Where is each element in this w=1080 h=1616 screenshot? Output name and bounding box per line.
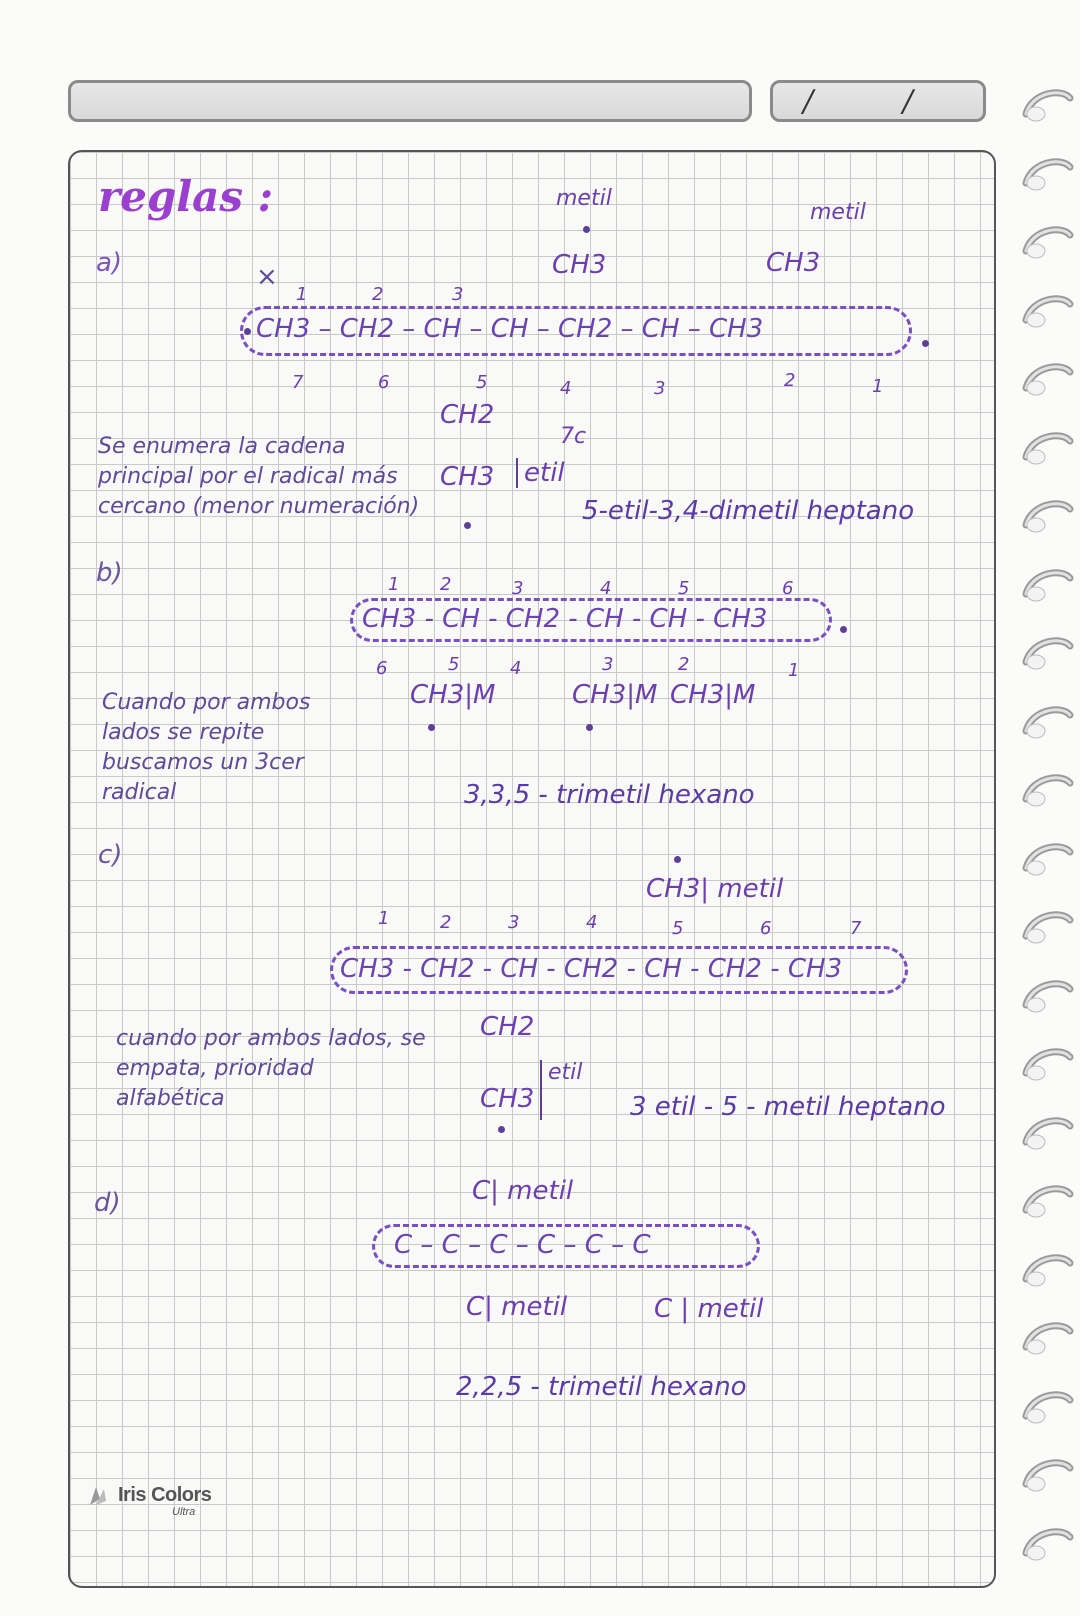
spiral-ring [1022, 701, 1074, 741]
brand-sub: Ultra [172, 1506, 196, 1518]
ethyl-a-top: CH2 [440, 400, 495, 430]
spiral-ring [1022, 358, 1074, 398]
answer-d: 2,2,5 - trimetil hexano [456, 1372, 747, 1402]
spiral-ring [1022, 1317, 1074, 1357]
num-b-top-1: 1 [388, 574, 400, 595]
section-a-label: a) [96, 248, 123, 278]
spiral-ring [1022, 84, 1074, 124]
num-c-top-4: 4 [586, 912, 598, 933]
num-a-top-3: 3 [452, 284, 464, 305]
spiral-ring [1022, 906, 1074, 946]
num-a-bottom-3: 3 [654, 378, 666, 399]
num-a-bottom-4: 4 [560, 378, 572, 399]
note-b: Cuando por ambos lados se repite buscamos un 3cer radical [102, 690, 311, 805]
sub2-name: metil [810, 200, 866, 225]
num-b-bottom-6: 6 [376, 658, 388, 679]
section-d-label: d) [94, 1188, 121, 1218]
sub1-name: metil [556, 186, 612, 211]
chain-a: CH3 – CH2 – CH – CH – CH2 – CH – CH3 [256, 314, 764, 344]
sub2-formula: CH3 [766, 248, 821, 278]
answer-c: 3 etil - 5 - metil heptano [630, 1092, 946, 1122]
spiral-ring [1022, 838, 1074, 878]
num-c-top-5: 5 [672, 918, 684, 939]
dot-marker [428, 724, 435, 731]
answer-a: 5-etil-3,4-dimetil heptano [582, 496, 915, 526]
header-date-field [770, 80, 986, 122]
tc-label: 7c [560, 424, 587, 449]
spiral-ring [1022, 290, 1074, 330]
chain-c: CH3 - CH2 - CH - CH2 - CH - CH2 - CH3 [340, 954, 843, 984]
spiral-ring [1022, 1523, 1074, 1563]
dot-marker [244, 328, 251, 335]
header-title-field [68, 80, 752, 122]
spiral-ring [1022, 495, 1074, 535]
num-c-top-3: 3 [508, 912, 520, 933]
ethyl-a-label: etil [516, 458, 565, 488]
num-a-bottom-6: 6 [378, 372, 390, 393]
dot-marker [583, 226, 590, 233]
sub-d-bottom-2: C | metil [654, 1294, 764, 1324]
ethyl-c-label: etil [540, 1060, 582, 1120]
answer-b: 3,3,5 - trimetil hexano [464, 780, 755, 810]
num-b-top-6: 6 [782, 578, 794, 599]
ethyl-c-top: CH2 [480, 1012, 535, 1042]
dot-marker [586, 724, 593, 731]
num-b-top-4: 4 [600, 578, 612, 599]
spiral-ring [1022, 1180, 1074, 1220]
sub-b-1: CH3|M [410, 680, 496, 710]
page-title: reglas : [98, 172, 274, 221]
num-b-bottom-5: 5 [448, 654, 460, 675]
chain-b: CH3 - CH - CH2 - CH - CH - CH3 [362, 604, 768, 634]
num-b-bottom-1: 1 [788, 660, 800, 681]
section-c-label: c) [98, 840, 123, 870]
num-a-bottom-5: 5 [476, 372, 488, 393]
dot-marker [922, 340, 929, 347]
ethyl-c-bottom: CH3 [480, 1084, 535, 1114]
dot-marker [498, 1126, 505, 1133]
spiral-ring [1022, 427, 1074, 467]
dot-marker [674, 856, 681, 863]
dot-marker [840, 626, 847, 633]
spiral-ring [1022, 1454, 1074, 1494]
note-a: Se enumera la cadena principal por el radical más cercano (menor numeración) [98, 434, 420, 519]
spiral-ring [1022, 632, 1074, 672]
spiral-ring [1022, 1112, 1074, 1152]
num-b-bottom-4: 4 [510, 658, 522, 679]
num-b-bottom-2: 2 [678, 654, 690, 675]
sub-b-2: CH3|M [572, 680, 658, 710]
num-b-top-5: 5 [678, 578, 690, 599]
sub-c-top: CH3| metil [646, 874, 784, 904]
brand-name: Iris Colors [118, 1484, 212, 1506]
section-b-label: b) [96, 558, 123, 588]
num-a-top-2: 2 [372, 284, 384, 305]
sub1-formula: CH3 [552, 250, 607, 280]
spiral-ring [1022, 1043, 1074, 1083]
num-c-top-6: 6 [760, 918, 772, 939]
spiral-ring [1022, 564, 1074, 604]
dot-marker [464, 522, 471, 529]
note-c: cuando por ambos lados, se empata, prioridad alfabética [116, 1026, 426, 1111]
cross-mark: × [256, 262, 278, 292]
num-b-top-3: 3 [512, 578, 524, 599]
num-a-bottom-2: 2 [784, 370, 796, 391]
chain-d: C – C – C – C – C – C [394, 1230, 651, 1260]
spiral-ring [1022, 769, 1074, 809]
num-a-bottom-7: 7 [292, 372, 304, 393]
num-a-top-1: 1 [296, 284, 308, 305]
sub-d-bottom-1: C| metil [466, 1292, 568, 1322]
spiral-ring [1022, 153, 1074, 193]
num-c-top-2: 2 [440, 912, 452, 933]
sub-d-top: C| metil [472, 1176, 574, 1206]
brand-logo [88, 1484, 212, 1518]
num-a-bottom-1: 1 [872, 376, 884, 397]
num-c-top-7: 7 [850, 918, 862, 939]
ethyl-a-bottom: CH3 [440, 462, 495, 492]
num-c-top-1: 1 [378, 908, 390, 929]
iris-logo-icon [88, 1485, 114, 1507]
spiral-ring [1022, 221, 1074, 261]
num-b-bottom-3: 3 [602, 654, 614, 675]
spiral-ring [1022, 975, 1074, 1015]
sub-b-3: CH3|M [670, 680, 756, 710]
spiral-ring [1022, 1386, 1074, 1426]
date-text: / / [803, 83, 953, 119]
spiral-ring [1022, 1249, 1074, 1289]
num-b-top-2: 2 [440, 574, 452, 595]
